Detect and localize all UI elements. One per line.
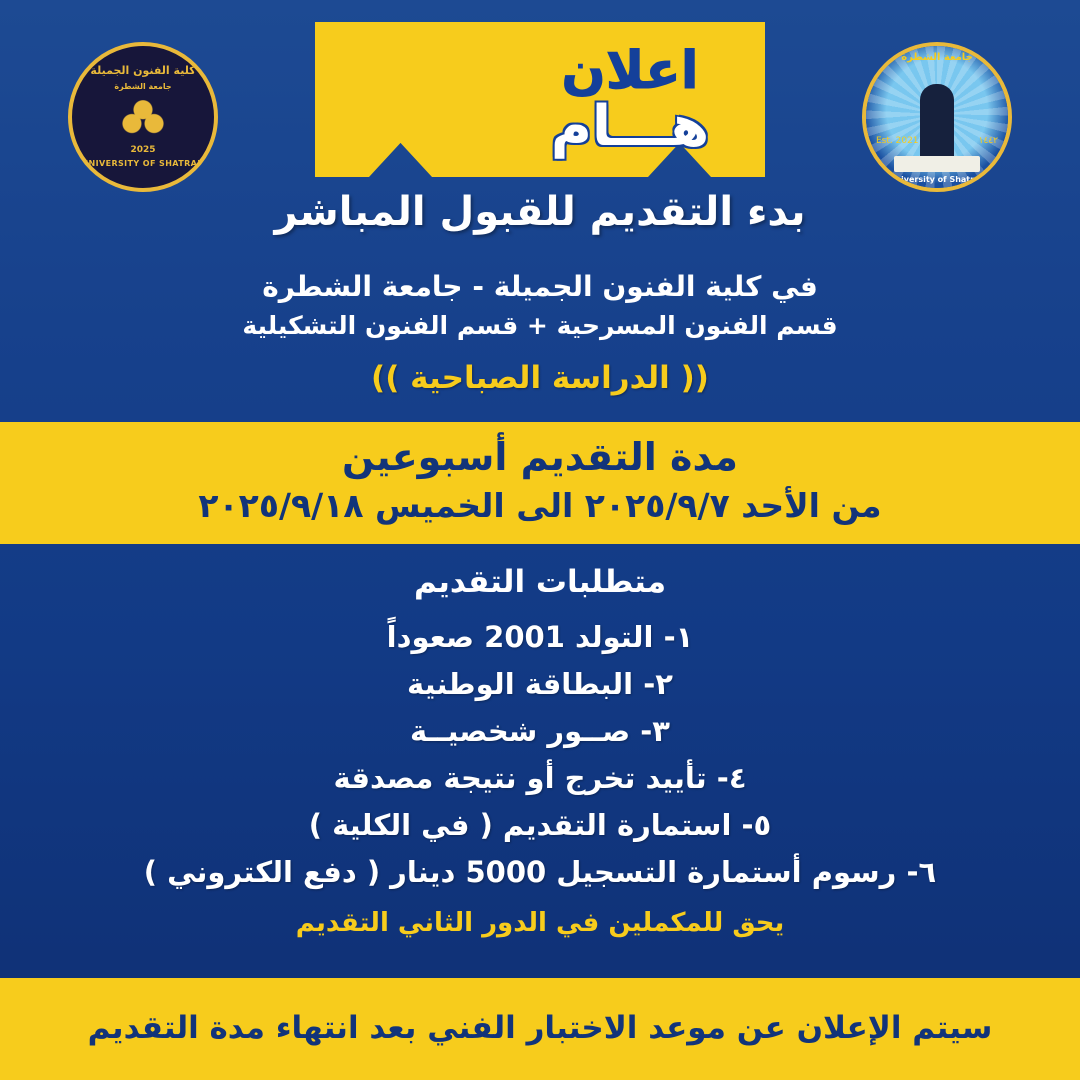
ribbon-line-1: اعلان: [561, 40, 699, 101]
second-round-note: يحق للمكملين في الدور الثاني التقديم: [295, 908, 785, 939]
poster-header: [0, 0, 1080, 185]
list-item: ٣- صــور شخصيــة: [410, 714, 670, 749]
subtitle-departments: قسم الفنون المسرحية + قسم الفنون التشكيلية: [242, 310, 838, 340]
application-period-dates: من الأحد ٢٠٢٥/٩/٧ الى الخميس ٢٠٢٥/٩/١٨: [198, 486, 882, 526]
university-logo-top-text: جامعة الشطرة: [901, 52, 973, 63]
study-type-label: (( الدراسة الصباحية )): [371, 359, 709, 396]
college-logo-mid-text: جامعة الشطرة: [114, 81, 172, 91]
list-item: ٦- رسوم أستمارة التسجيل 5000 دينار ( دفع الكتروني ): [143, 855, 937, 890]
requirements-title: متطلبات التقديم: [413, 564, 667, 601]
list-item: ٥- استمارة التقديم ( في الكلية ): [308, 808, 772, 843]
footer-banner: [0, 978, 1080, 1080]
application-period-title: مدة التقديم أسبوعين: [342, 434, 738, 479]
book-icon: [894, 156, 980, 172]
page-title: بدء التقديم للقبول المباشر: [274, 189, 806, 235]
requirements-list: [0, 614, 1080, 896]
university-of-shatrah-logo: [862, 42, 1012, 192]
footer-text: سيتم الإعلان عن موعد الاختبار الفني بعد انتهاء مدة التقديم: [87, 1010, 993, 1047]
college-logo-year: 2025: [130, 145, 156, 156]
list-item: ١- التولد 2001 صعوداً: [386, 620, 694, 655]
ribbon-line-2: هـــام: [550, 93, 710, 159]
subtitle-college: في كلية الفنون الجميلة - جامعة الشطرة: [262, 270, 818, 303]
university-logo-year-ar: ١٤٤٢: [978, 136, 998, 146]
statue-icon: [920, 84, 954, 162]
application-period-band: [0, 422, 1080, 544]
university-logo-year-en: Est. 2021: [876, 136, 919, 146]
college-logo-bottom-text: UNIVERSITY OF SHATRAH: [81, 159, 205, 169]
college-of-fine-arts-logo: [68, 42, 218, 192]
college-logo-top-text: كلية الفنون الجميلة: [90, 64, 196, 78]
flower-icon: [120, 95, 166, 141]
list-item: ٤- تأييد تخرج أو نتيجة مصدقة: [333, 761, 747, 796]
list-item: ٢- البطاقة الوطنية: [407, 667, 673, 702]
university-logo-bottom-text: University of Shatrah: [888, 175, 986, 184]
ribbon-text-group: [405, 22, 855, 177]
